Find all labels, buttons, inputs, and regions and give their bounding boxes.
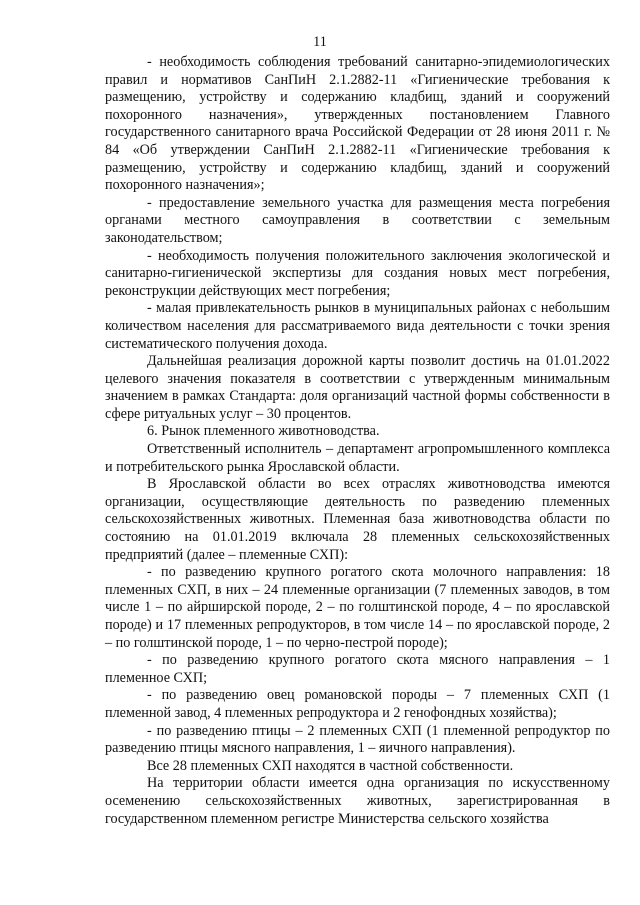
paragraph: На территории области имеется одна организация по искусственному осеменению сельскохозяйственных животных, зарегистрированная в государственном племенном регистре Министерства сельского хозяйства [105,775,610,827]
paragraph: - по разведению крупного рогатого скота молочного направления: 18 племенных СХП, в них – 24 племенные организации (7 племенных заводов, в том числе 1 – по айрширской породе, 2 – по голштинской породе, 4 – по ярославской породе) и 17 племенных репродукторов, в том числе 14 – по ярославской породе, 2 – по голштинской породе, 1 – по черно-пестрой породе); [105,564,610,651]
paragraph: - малая привлекательность рынков в муниципальных районах с небольшим количеством населения для рассматриваемого вида деятельности с точки зрения систематического получения дохода. [105,300,610,352]
paragraph: Ответственный исполнитель – департамент агропромышленного комплекса и потребительского рынка Ярославской области. [105,441,610,475]
paragraph: - необходимость получения положительного заключения экологической и санитарно-гигиенической экспертизы для создания новых мест погребения, реконструкции действующих мест погребения; [105,247,610,299]
paragraph: - по разведению птицы – 2 племенных СХП (1 племенной репродуктор по разведению птицы мясного направления, 1 – яичного направления). [105,722,610,757]
section-heading: 6. Рынок племенного животноводства. [147,423,380,440]
page-number: 11 [313,34,327,50]
paragraph: Все 28 племенных СХП находятся в частной собственности. [147,757,514,774]
paragraph: - по разведению крупного рогатого скота мясного направления – 1 племенное СХП; [105,652,610,686]
paragraph: - предоставление земельного участка для размещения места погребения органами местного самоуправления в соответствии с земельным законодательством; [105,194,610,246]
paragraph: Дальнейшая реализация дорожной карты позволит достичь на 01.01.2022 целевого значения показателя в соответствии с утвержденным минимальным значением в рамках Стандарта: доля организаций частной формы собственности в сфере ритуальных услуг – 30 процентов. [105,353,610,422]
paragraph: - по разведению овец романовской породы – 7 племенных СХП (1 племенной завод, 4 племенных репродуктора и 2 генофондных хозяйства); [105,687,610,721]
paragraph: - необходимость соблюдения требований санитарно-эпидемиологических правил и нормативов СанПиН 2.1.2882-11 «Гигиенические требования к размещению, устройству и содержанию кладбищ, зданий и сооружений похоронного назначения», утвержденных постановлением Главного государственного санитарного врача Российской Федерации от 28 июня 2011 г. № 84 «Об утверждении СанПиН 2.1.2882-11 «Гигиенические требования к размещению, устройству и содержанию кладбищ, зданий и сооружений похоронного назначения»; [105,54,610,194]
document-body [105,54,610,828]
paragraph: В Ярославской области во всех отраслях животноводства имеются организации, осуществляющие деятельность по разведению племенных сельскохозяйственных животных. Племенная база животноводства области по состоянию на 01.01.2019 включала 28 племенных сельскохозяйственных предприятий (далее – племенные СХП): [105,476,610,563]
